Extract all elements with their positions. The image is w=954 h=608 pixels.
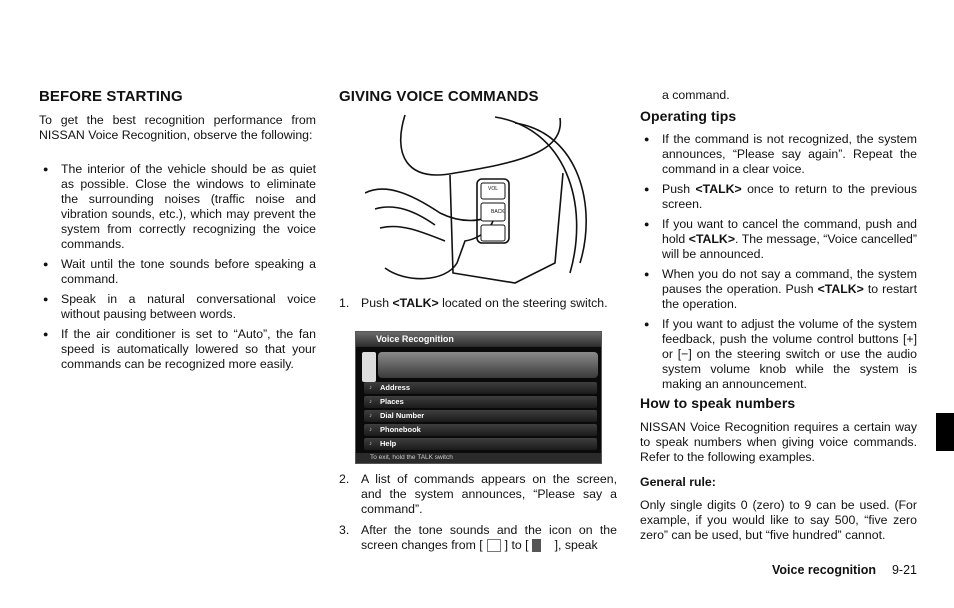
step-2-text: A list of commands appears on the screen, and the system announces, “Please say a command”.	[361, 472, 617, 516]
step-1-text-end: located on the steering switch.	[438, 296, 608, 310]
list-item: ● The interior of the vehicle should be as quiet as possible. Close the windows to eliminate the surrounding noises (traffic noise and vibration sounds, etc.), which may prevent the system from correctly recognizing the voice commands.	[39, 162, 316, 252]
operating-tips-list	[640, 132, 917, 397]
before-starting-heading: BEFORE STARTING	[39, 88, 183, 105]
step-3-text-mid: ] to [	[504, 538, 529, 552]
step-3	[339, 523, 617, 553]
back-label: BACK	[491, 209, 505, 215]
list-item: ● If you want to cancel the command, push and hold <TALK>. The message, “Voice cancelled” will be announced.	[640, 217, 917, 262]
menu-item-help[interactable]: ♪ Help	[364, 438, 597, 450]
how-to-speak-numbers-heading: How to speak numbers	[640, 395, 796, 411]
footer-section: Voice recognition	[772, 563, 876, 577]
step-1	[339, 296, 617, 311]
vol-label: VOL	[488, 186, 499, 192]
status-bar	[378, 352, 598, 378]
numbers-text: NISSAN Voice Recognition requires a certain way to speak numbers when giving voice commands. Refer to the following examples.	[640, 420, 917, 464]
giving-voice-commands-heading: GIVING VOICE COMMANDS	[339, 88, 539, 105]
page-footer	[772, 563, 917, 577]
list-item: ● Speak in a natural conversational voice without pausing between words.	[39, 292, 316, 322]
step-3-text: After the tone sounds and the icon on the screen changes from [	[361, 523, 617, 552]
section-tab	[936, 413, 954, 451]
step-3-text-end: ], speak	[554, 538, 598, 552]
before-starting-intro: To get the best recognition performance from NISSAN Voice Recognition, observe the following:	[39, 113, 316, 142]
steering-wheel-illustration	[365, 113, 605, 289]
step-2-number: 2.	[339, 472, 350, 486]
menu-item-dial-number[interactable]: ♪ Dial Number	[364, 410, 597, 422]
mic-on-icon	[532, 539, 552, 552]
microphone-icon	[362, 352, 376, 382]
talk-key: <TALK>	[695, 182, 742, 196]
list-item: ● If the air conditioner is set to “Auto”, the fan speed is automatically lowered so that your commands can be recognized more easily.	[39, 327, 316, 372]
menu-item-address[interactable]: ♪ Address	[364, 382, 597, 394]
mic-off-icon	[487, 539, 501, 552]
continued-text: a command.	[662, 88, 730, 102]
general-rule-heading: General rule:	[640, 475, 716, 489]
step-1-text: Push	[361, 296, 393, 310]
menu-item-phonebook[interactable]: ♪ Phonebook	[364, 424, 597, 436]
list-item: ● Push <TALK> once to return to the previous screen.	[640, 182, 917, 212]
step-2	[339, 472, 617, 517]
general-rule-text: Only single digits 0 (zero) to 9 can be used. (For example, if you would like to say 500, “five zero zero” can be used, but “five hundred” cannot.	[640, 498, 917, 542]
menu-item-places[interactable]: ♪ Places	[364, 396, 597, 408]
list-item: ● Wait until the tone sounds before speaking a command.	[39, 257, 316, 287]
page-number: 9-21	[891, 563, 917, 577]
list-item: ● When you do not say a command, the system pauses the operation. Push <TALK> to restart the operation.	[640, 267, 917, 312]
list-item: ● If the command is not recognized, the system announces, “Please say again”. Repeat the command in a clear voice.	[640, 132, 917, 177]
voice-recognition-screen	[355, 331, 602, 464]
talk-key: <TALK>	[688, 232, 735, 246]
step-1-number: 1.	[339, 296, 350, 310]
before-starting-list	[39, 162, 316, 377]
screen-title: Voice Recognition	[356, 332, 601, 347]
screen-hint: To exit, hold the TALK switch	[356, 453, 601, 463]
step-3-number: 3.	[339, 523, 350, 537]
talk-key: <TALK>	[817, 282, 864, 296]
talk-key: <TALK>	[392, 296, 439, 310]
list-item: ● If you want to adjust the volume of the system feedback, push the volume control buttons [+] or [−] on the steering switch or use the audio system volume knob while the system is making an announcement.	[640, 317, 917, 392]
operating-tips-heading: Operating tips	[640, 108, 737, 124]
